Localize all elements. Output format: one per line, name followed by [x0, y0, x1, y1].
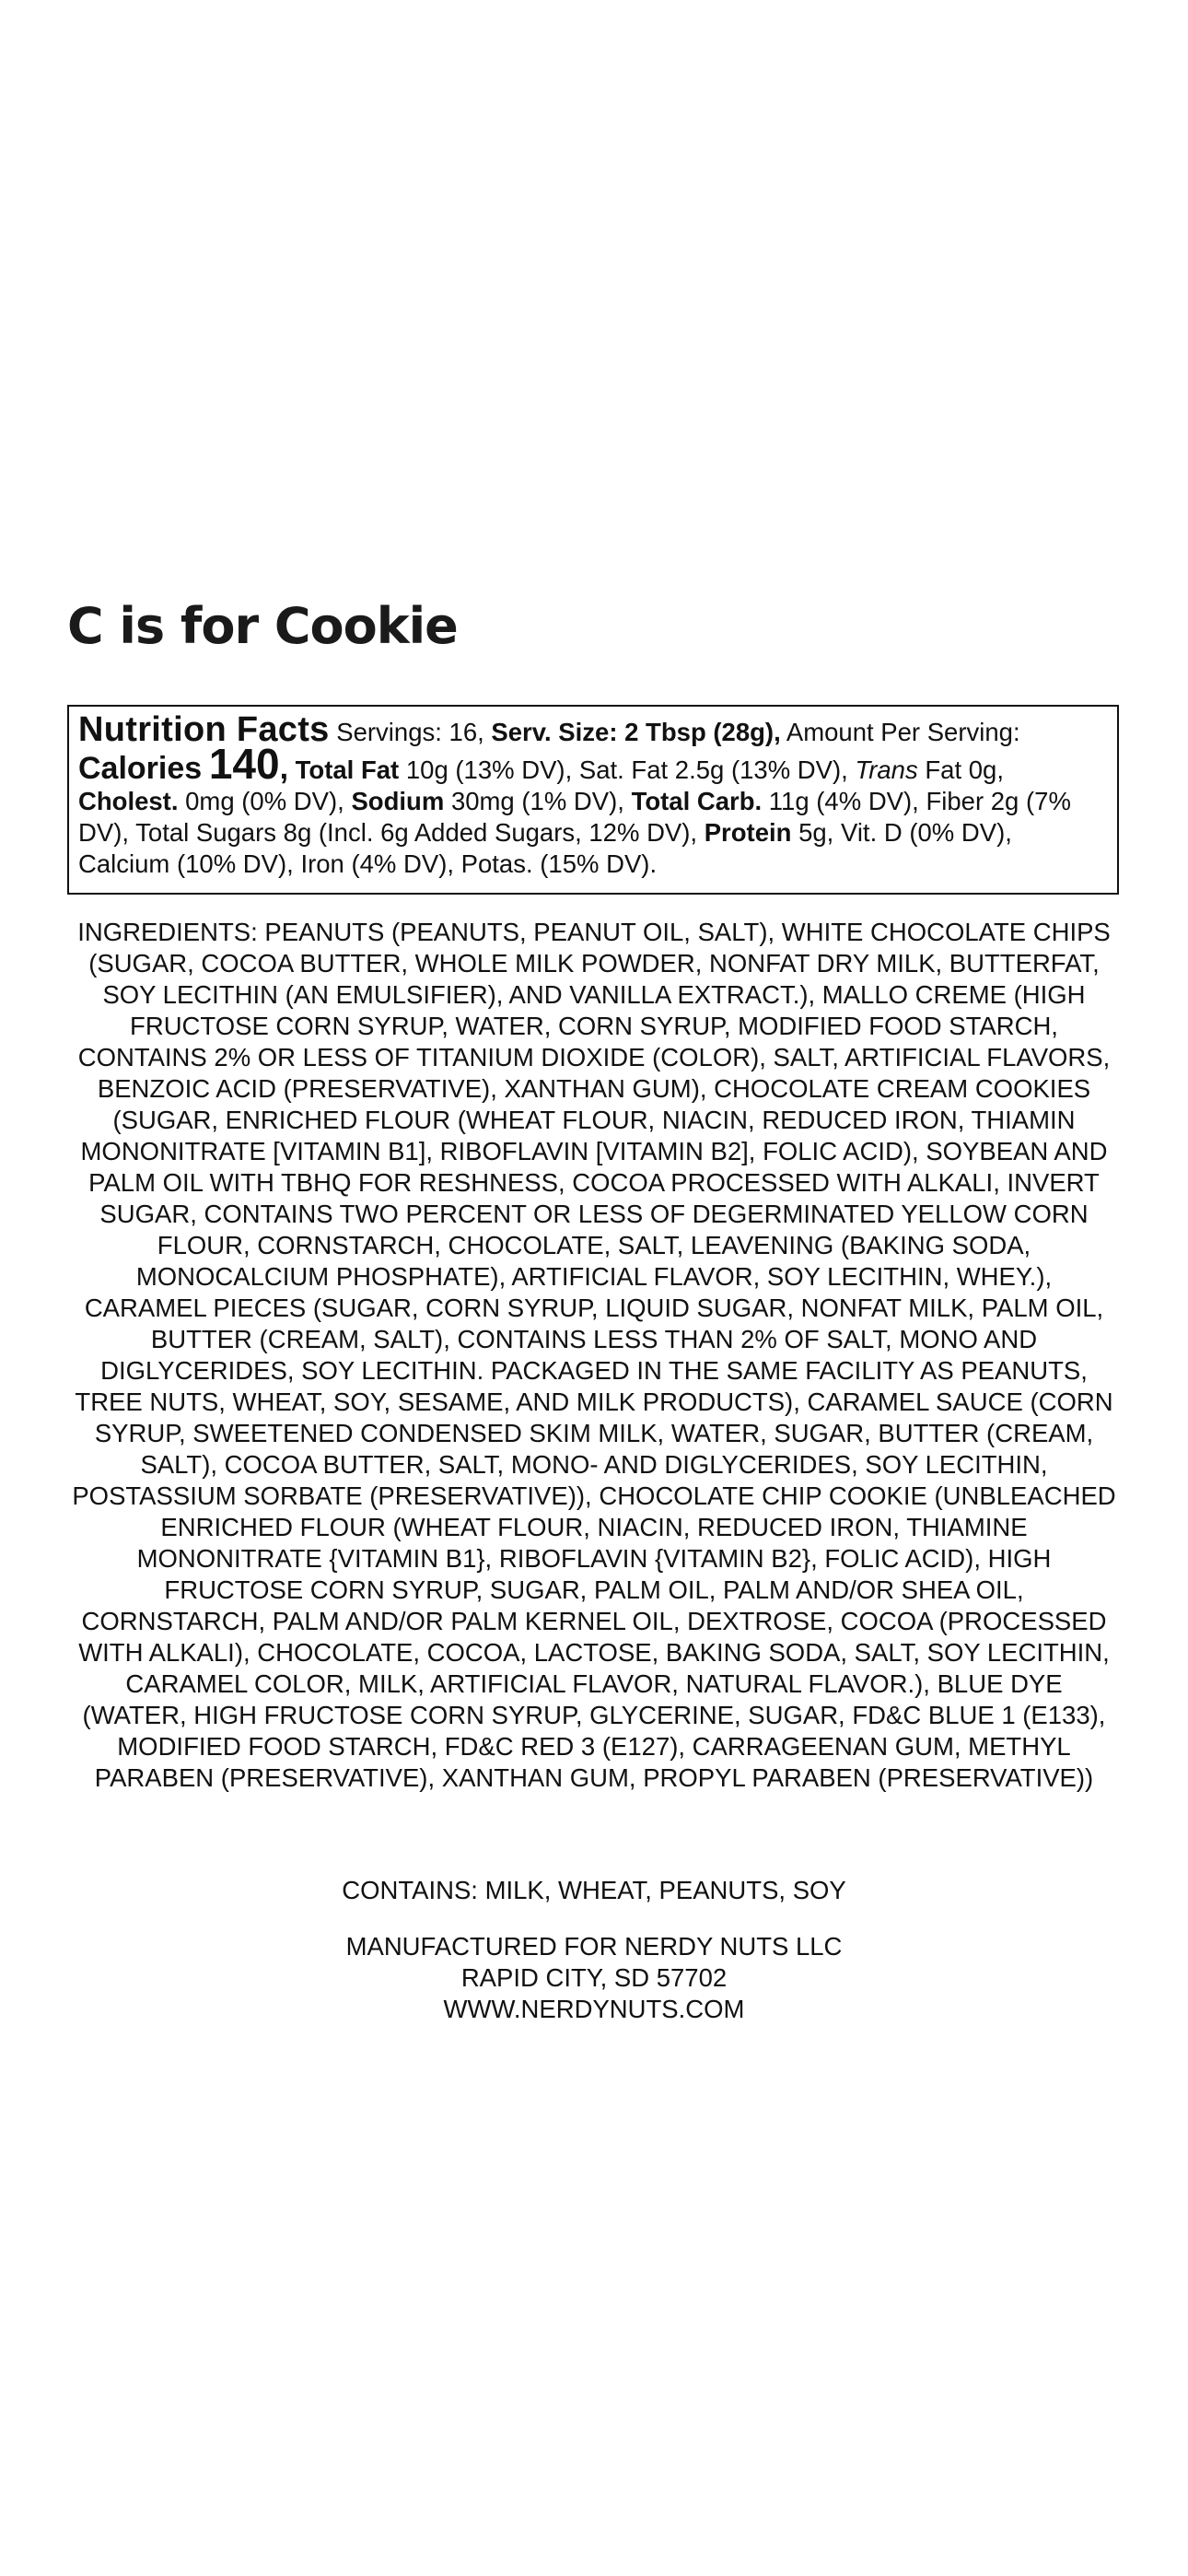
total-fat-label: Total Fat — [295, 755, 400, 784]
total-carb-value: 11g (4% DV), — [768, 787, 919, 815]
serving-size-label: Serv. Size: — [491, 718, 618, 746]
manufacturer-address: RAPID CITY, SD 57702 — [460, 1963, 728, 1992]
vitamins-minerals: Vit. D (0% DV), Calcium (10% DV), Iron (4% DV), Potas. (15% DV). — [78, 818, 1012, 878]
protein-label: Protein — [704, 818, 792, 847]
amount-per-serving: Amount Per Serving: — [786, 718, 1020, 746]
calories-value: 140 — [208, 740, 280, 788]
trans-fat-label: Trans — [855, 755, 918, 784]
manufacturer-name: MANUFACTURED FOR NERDY NUTS LLC — [345, 1932, 843, 1961]
nutrition-facts-heading: Nutrition Facts — [78, 710, 330, 749]
sodium-value: 30mg (1% DV), — [450, 787, 624, 815]
ingredients-list: INGREDIENTS: PEANUTS (PEANUTS, PEANUT OIL, SALT), WHITE CHOCOLATE CHIPS (SUGAR, COCOA BUTTER, WHOLE MILK POWDER, NONFAT DRY MILK, BUTTERFAT, SOY LECITHIN (AN EMULSIFIER), AND VANILLA EXTRACT.), MALLO CREME (HIGH FRUCTOSE CORN SYRUP, WATER, CORN SYRUP, MODIFIED FOOD STARCH, CONTAINS 2% OR LESS OF TITANIUM DIOXIDE (COLOR), SALT, ARTIFICIAL FLAVORS, BENZOIC ACID (PRESERVATIVE), XANTHAN GUM), CHOCOLATE CREAM COOKIES (SUGAR, ENRICHED FLOUR (WHEAT FLOUR, NIACIN, REDUCED IRON, THIAMIN MONONITRATE [VITAMIN B1], RIBOFLAVIN [VITAMIN B2], FOLIC ACID), SOYBEAN AND PALM OIL WITH TBHQ FOR RESHNESS, COCOA PROCESSED WITH ALKALI, INVERT SUGAR, CONTAINS TWO PERCENT OR LESS OF DEGERMINATED YELLOW CORN FLOUR, CORNSTARCH, CHOCOLATE, SALT, LEAVENING (BAKING SODA, MONOCALCIUM PHOSPHATE), ARTIFICIAL FLAVOR, SOY LECITHIN, WHEY.), CARAMEL PIECES (SUGAR, CORN SYRUP, LIQUID SUGAR, NONFAT MILK, PALM OIL, BUTTER (CREAM, SALT), CONTAINS LESS THAN 2% OF SALT, MONO AND DIGLYCERIDES, SOY LECITHIN. PACKAGED IN THE SAME FACILITY AS PEANUTS, TREE NUTS, WHEAT, SOY, SESAME, AND MILK PRODUCTS), CARAMEL SAUCE (CORN SYRUP, SWEETENED CONDENSED SKIM MILK, WATER, SUGAR, BUTTER (CREAM, SALT), COCOA BUTTER, SALT, MONO- AND DIGLYCERIDES, SOY LECITHIN, POSTASSIUM SORBATE (PRESERVATIVE)), CHOCOLATE CHIP COOKIE (UNBLEACHED ENRICHED FLOUR (WHEAT FLOUR, NIACIN, REDUCED IRON, THIAMINE MONONITRATE {VITAMIN B1}, RIBOFLAVIN {VITAMIN B2}, FOLIC ACID), HIGH FRUCTOSE CORN SYRUP, SUGAR, PALM OIL, PALM AND/OR SHEA OIL, CORNSTARCH, PALM AND/OR PALM KERNEL OIL, DEXTROSE, COCOA (PROCESSED WITH ALKALI), CHOCOLATE, COCOA, LACTOSE, BAKING SODA, SALT, SOY LECITHIN, CARAMEL COLOR, MILK, ARTIFICIAL FLAVOR, NATURAL FLAVOR.), BLUE DYE (WATER, HIGH FRUCTOSE CORN SYRUP, GLYCERINE, SUGAR, FD&C BLUE 1 (E133), MODIFIED FOOD STARCH, FD&C RED 3 (E127), CARRAGEENAN GUM, METHYL PARABEN (PRESERVATIVE), XANTHAN GUM, PROPYL PARABEN (PRESERVATIVE)) — [72, 918, 1116, 1792]
cholesterol-value: 0mg (0% DV), — [185, 787, 344, 815]
calories-label: Calories — [78, 751, 203, 786]
fiber-sugars: Fiber 2g (7% DV), Total Sugars 8g (Incl. 6g Added Sugars, 12% DV), — [78, 787, 1071, 847]
saturated-fat: Sat. Fat 2.5g (13% DV), — [578, 755, 848, 784]
servings: Servings: 16, — [336, 718, 484, 746]
manufacturer-website: WWW.NERDYNUTS.COM — [443, 1995, 745, 2023]
allergen-statement: CONTAINS: MILK, WHEAT, PEANUTS, SOY — [342, 1876, 846, 1904]
cholesterol-label: Cholest. — [78, 787, 179, 815]
total-fat-value: 10g (13% DV), — [405, 755, 573, 784]
sodium-label: Sodium — [351, 787, 445, 815]
nutrition-facts-panel: Nutrition Facts Servings: 16, Serv. Size: 2 Tbsp (28g), Amount Per Serving: Calories 140, Total Fat 10g (13% DV), Sat. Fat 2.5g (13% DV), Trans Fat 0g, Cholest. 0mg (0% DV), Sodium 30mg (1% DV), Total Carb. 11g (4% DV), Fiber 2g (7% DV), Total Sugars 8g (Incl. 6g Added Sugars, 12% DV), Protein 5g, Vit. D (0% DV), Calcium (10% DV), Iron (4% DV), Potas. (15% DV). — [67, 705, 1119, 895]
serving-size-value: 2 Tbsp (28g), — [624, 718, 781, 746]
total-carb-label: Total Carb. — [631, 787, 763, 815]
trans-fat-value: Fat 0g, — [925, 755, 1004, 784]
protein-value: 5g, — [798, 818, 834, 847]
manufacturer-info — [72, 1931, 1116, 2025]
product-title: C is for Cookie — [67, 597, 458, 655]
